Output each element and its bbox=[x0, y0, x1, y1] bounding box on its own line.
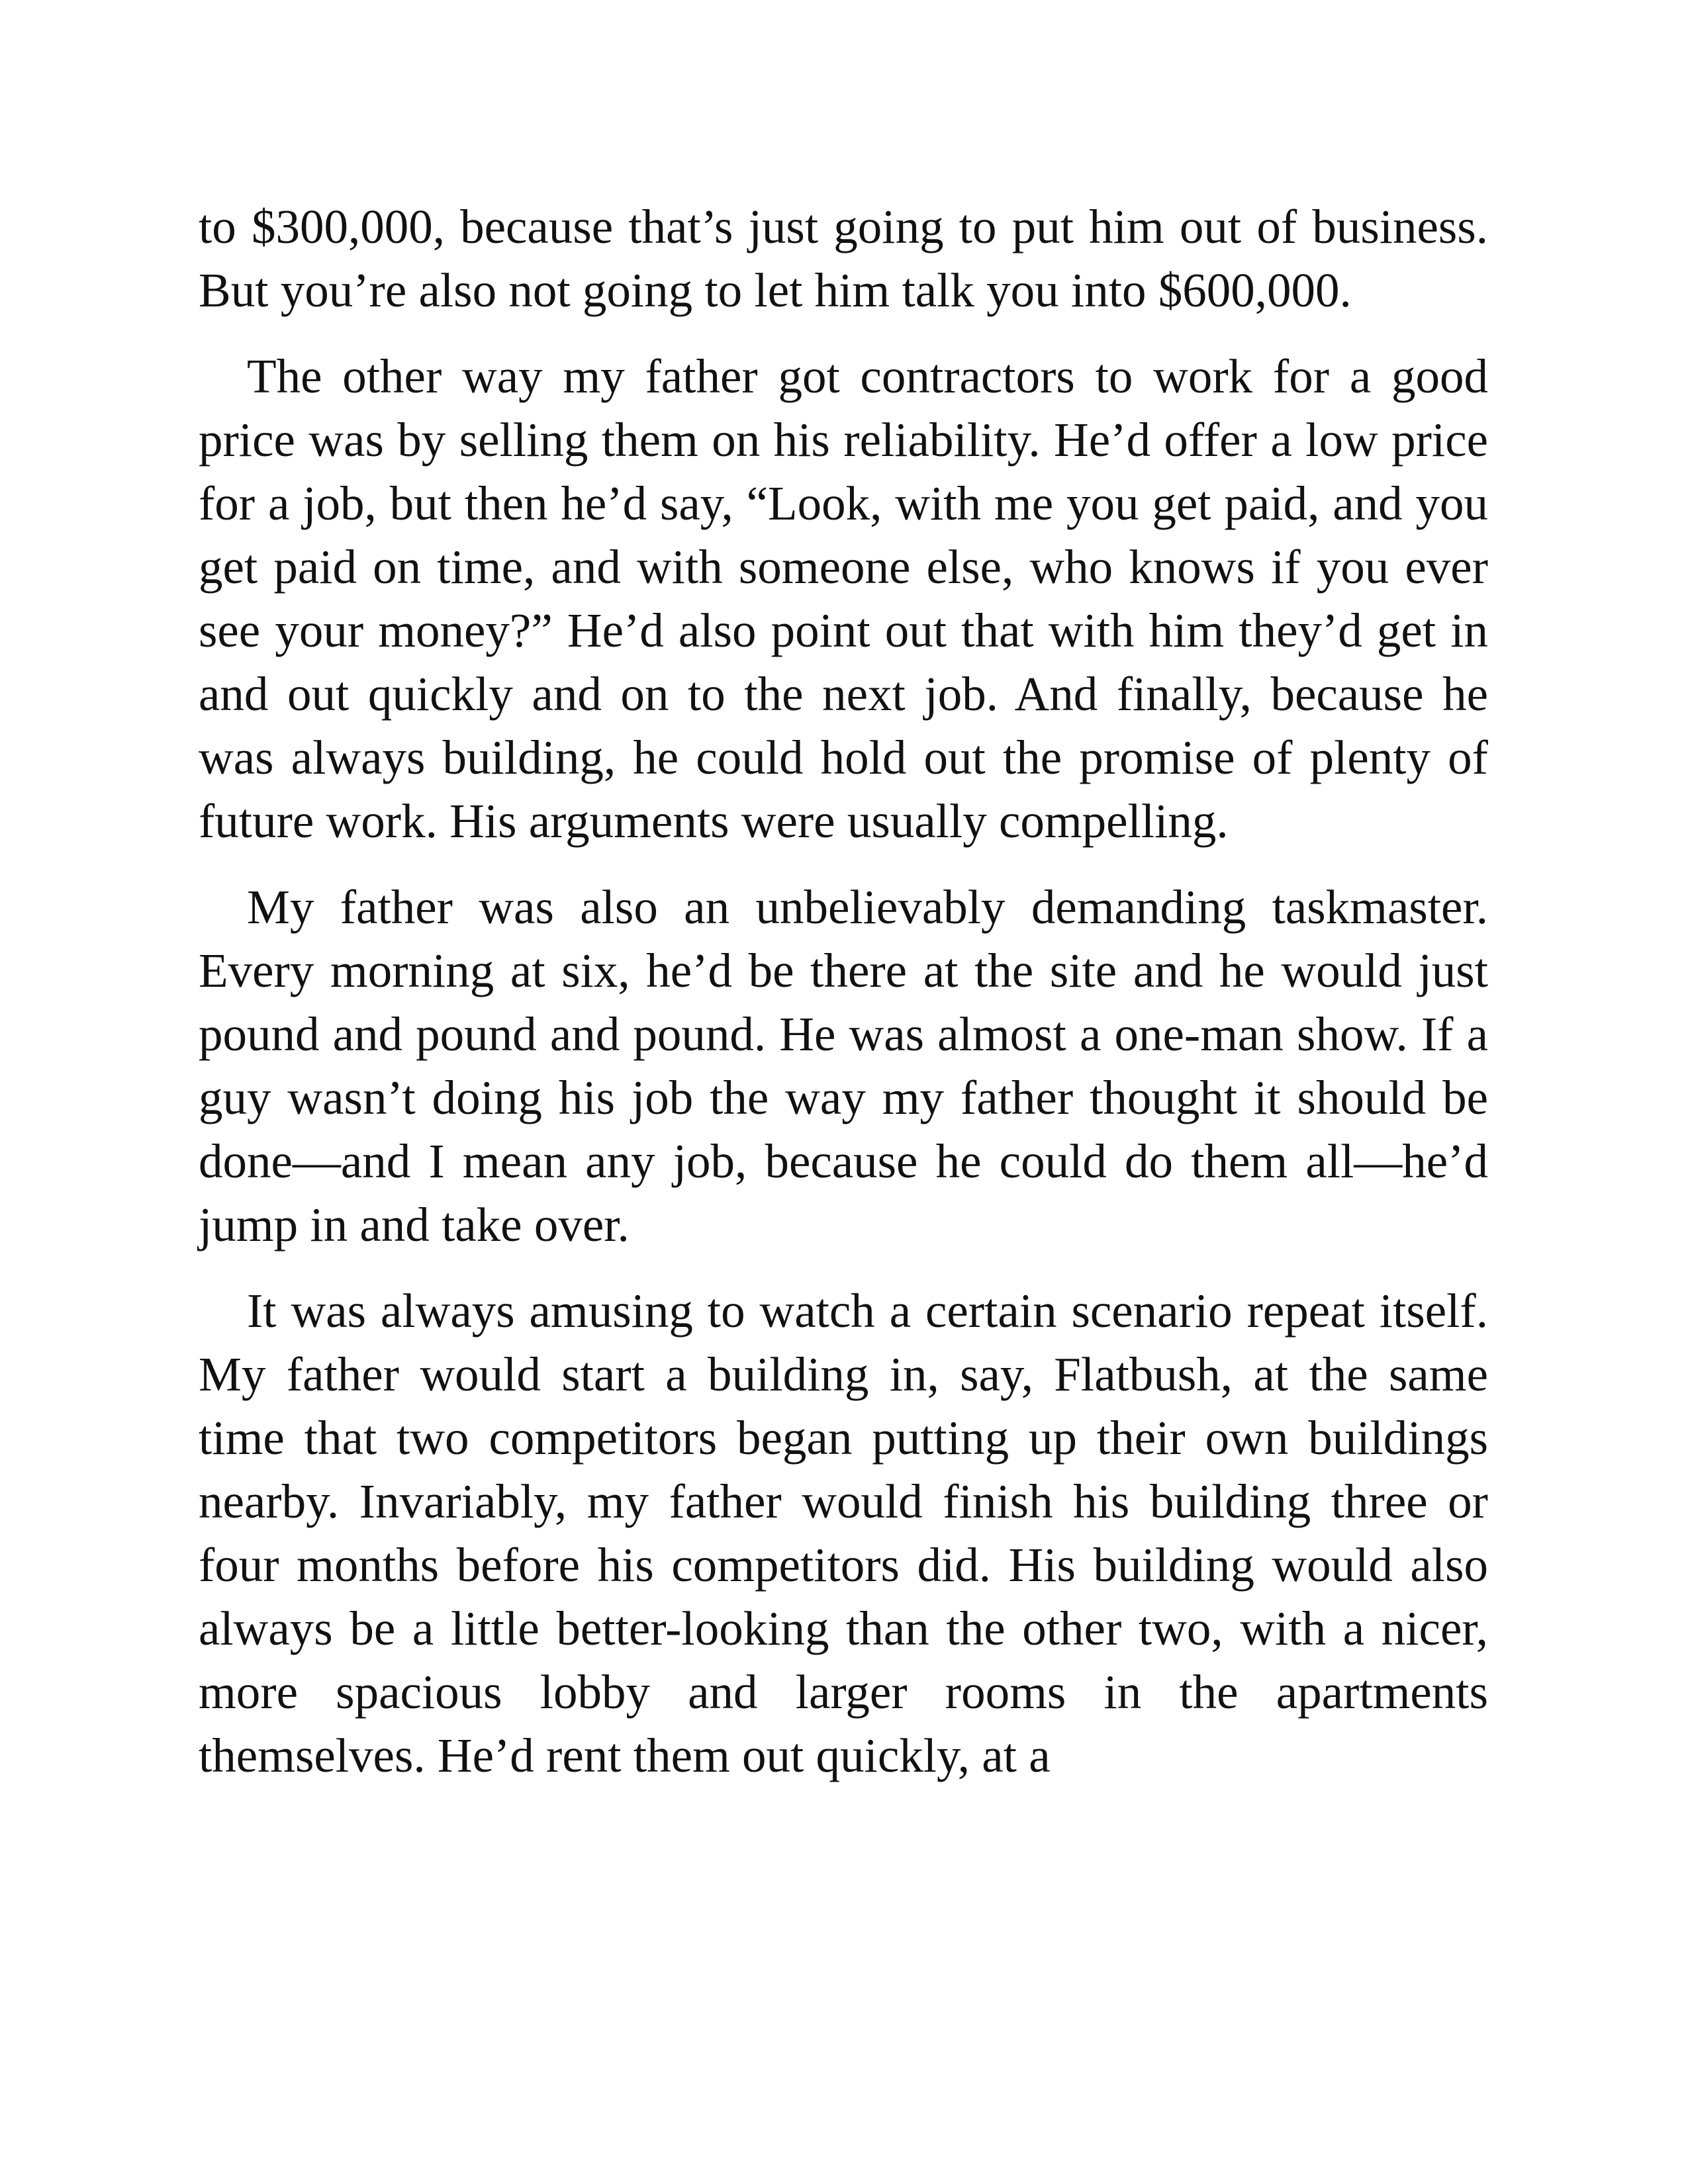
paragraph-scenario: It was always amusing to watch a certain scenario repeat itself. My father would start a building in, say, Flatbush, at the same time that two competitors began putting up their own buildings nearby. Invariably, my father would finish his building three or four months before his competitors did. His building would also always be a little better-looking than the other two, with a nicer, more spacious lobby and larger rooms in the apartments themselves. He’d rent them out quickly, at a bbox=[199, 1284, 1488, 1782]
paragraph-taskmaster: My father was also an unbelievably demanding taskmaster. Every morning at six, he’d be there at the site and he would just pound and pound and pound. He was almost a one-man show. If a guy wasn’t doing his job the way my father thought it should be done—and I mean any job, because he could do them all—he’d jump in and take over. bbox=[199, 880, 1488, 1251]
paragraph-continuation: to $300,000, because that’s just going to put him out of business. But you’re also not going to let him talk you into $600,000. bbox=[199, 200, 1488, 317]
body-text bbox=[199, 195, 1488, 1810]
paragraph-contractors: The other way my father got contractors to work for a good price was by selling them on his reliability. He’d offer a low price for a job, but then he’d say, “Look, with me you get paid, and you get paid on time, and with someone else, who knows if you ever see your money?” He’d also point out that with him they’d get in and out quickly and on to the next job. And finally, because he was always building, he could hold out the promise of plenty of future work. His arguments were usually compelling. bbox=[199, 349, 1488, 848]
